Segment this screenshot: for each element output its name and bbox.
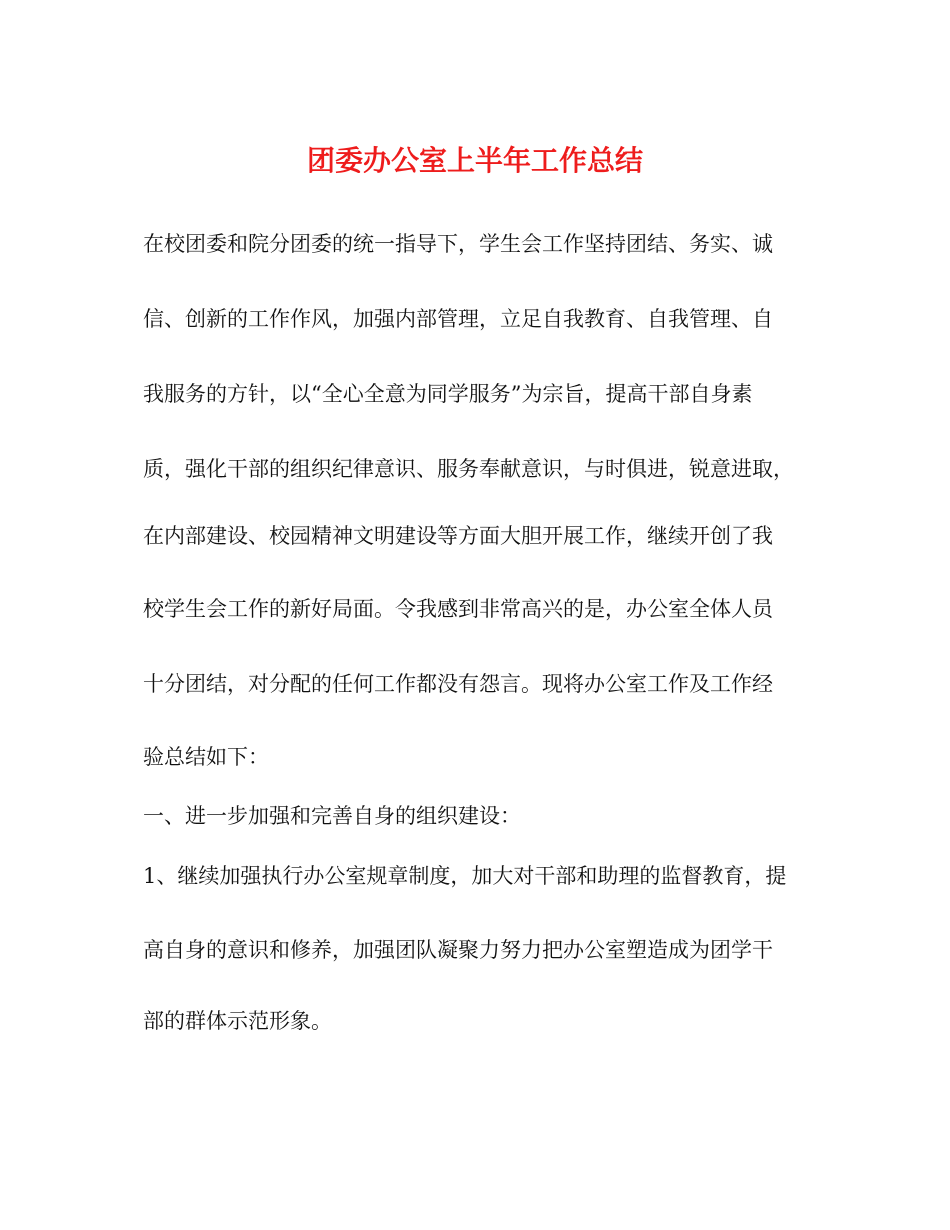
body-line: 高自身的意识和修养，加强团队凝聚力努力把办公室塑造成为团学干 xyxy=(143,938,773,962)
body-line: 部的群体示范形象。 xyxy=(143,1009,332,1033)
body-line: 在内部建设、校园精神文明建设等方面大胆开展工作，继续开创了我 xyxy=(143,524,773,548)
body-line: 十分团结，对分配的任何工作都没有怨言。现将办公室工作及工作经 xyxy=(143,672,773,696)
body-line: 验总结如下： xyxy=(143,745,269,769)
body-line: 1、继续加强执行办公室规章制度，加大对干部和助理的监督教育，提 xyxy=(143,864,787,888)
document-title: 团委办公室上半年工作总结 xyxy=(306,144,643,177)
body-line: 质，强化干部的组织纪律意识、服务奉献意识，与时俱进，锐意进取， xyxy=(143,457,794,481)
body-line: 校学生会工作的新好局面。令我感到非常高兴的是，办公室全体人员 xyxy=(143,597,773,621)
section-heading: 一、进一步加强和完善自身的组织建设： xyxy=(143,804,521,828)
body-line: 我服务的方针，以“全心全意为同学服务”为宗旨，提高干部自身素 xyxy=(143,382,753,406)
body-line: 信、创新的工作作风，加强内部管理，立足自我教育、自我管理、自 xyxy=(143,307,773,331)
body-line: 在校团委和院分团委的统一指导下，学生会工作坚持团结、务实、诚 xyxy=(143,232,773,256)
